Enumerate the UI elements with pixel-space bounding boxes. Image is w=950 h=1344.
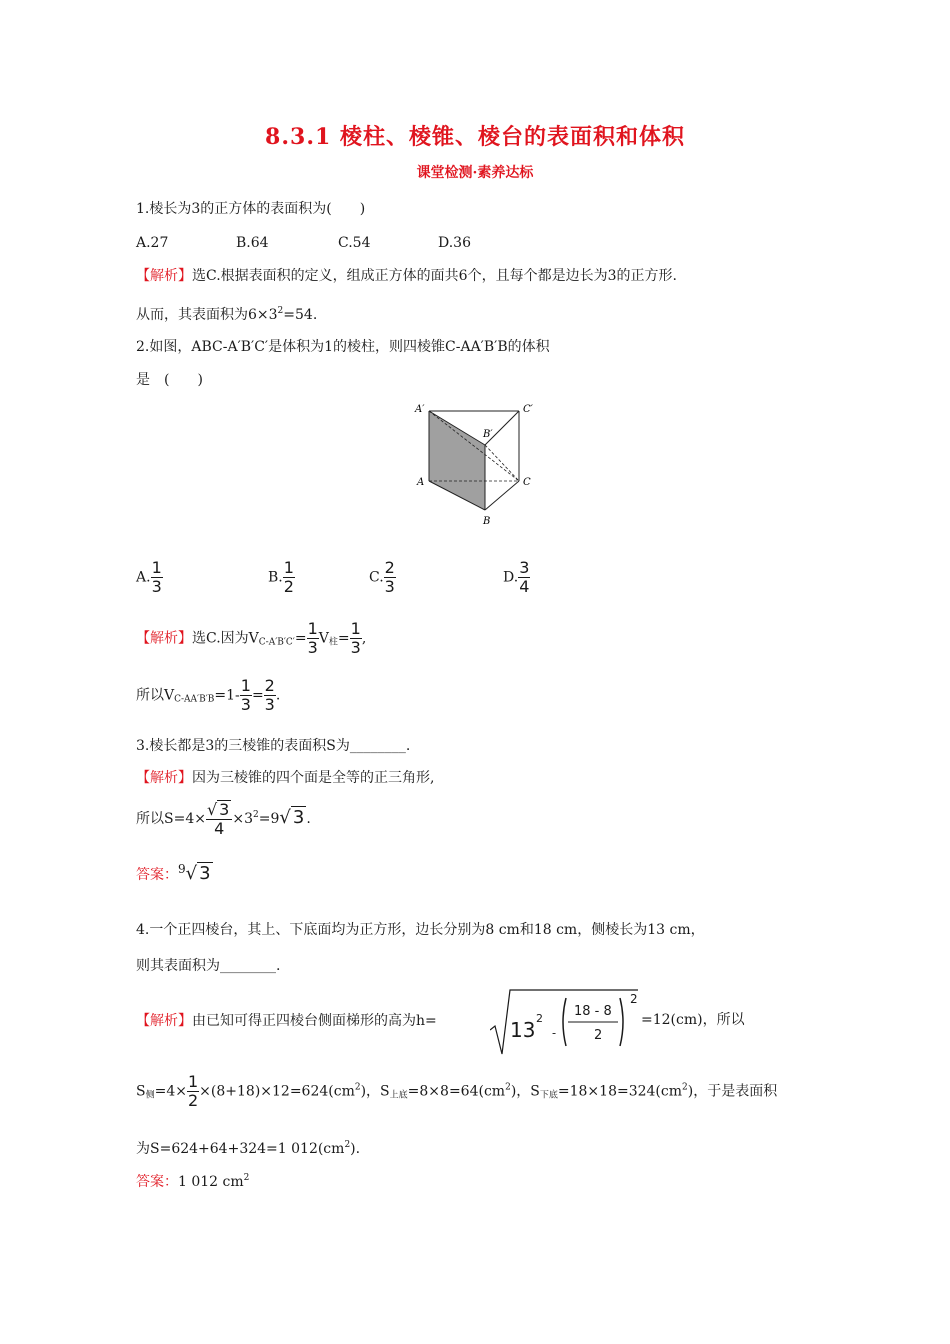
q2-option-b-num: 1 (283, 558, 294, 577)
q3-answer-coef: 9 (178, 862, 186, 876)
frac-num: 2 (264, 676, 275, 695)
q4-sol3-b: ). (350, 1141, 361, 1157)
sup-2: 2 (344, 1140, 351, 1150)
q2-option-d-den: 4 (519, 577, 530, 596)
radicand-square: 2 (630, 992, 638, 1006)
sup-2: 2 (354, 1082, 361, 1093)
q4-solution-line-2 (136, 1073, 777, 1110)
q1-option-c: C.54 (338, 235, 371, 251)
page-title: 8.3.1 棱柱、棱锥、棱台的表面积和体积 (265, 124, 685, 150)
frac-den: 2 (187, 1091, 199, 1110)
q2-solution-line-1 (136, 620, 366, 657)
sqrt-radicand: 3 (199, 863, 211, 884)
label-a1: A′ (415, 404, 425, 415)
q2-sol2-d: . (275, 687, 281, 704)
question-1-stem: 1.棱长为3的正方体的表面积为( ) (136, 201, 366, 217)
radicand-13-exp: 2 (536, 1012, 543, 1025)
q4-answer-sup: 2 (243, 1173, 250, 1183)
q3-answer (136, 862, 213, 884)
q3-solution-line-2 (136, 800, 311, 838)
q2-sol-a: 选C.因为V (192, 630, 259, 647)
q1-solution-text: 选C.根据表面积的定义，组成正方体的面共6个，且每个都是边长为3的正方形. (192, 268, 677, 284)
q2-option-d-num: 3 (519, 558, 530, 577)
label-b: B (483, 516, 491, 527)
sqrt-sign: √ (279, 807, 291, 828)
label-b1: B′ (483, 429, 493, 440)
q1-solution-line-1 (136, 266, 677, 286)
q3-sol2-c: =9 (258, 811, 280, 827)
frac-den: 3 (240, 695, 251, 714)
q3-sol-text: 因为三棱锥的四个面是全等的正三角形, (192, 770, 435, 786)
question-4-stem-line-2: 则其表面积为________. (136, 958, 281, 974)
q2-option-c-num: 2 (384, 558, 395, 577)
q2-option-d-prefix: D. (503, 569, 519, 586)
q4-sol2-h: )，于是表面积 (687, 1083, 778, 1100)
q4-sol2-b: =4× (154, 1083, 187, 1100)
frac-num: 1 (187, 1072, 199, 1091)
sqrt-sign: √ (185, 863, 198, 884)
question-4-stem-line-1: 4.一个正四棱台，其上、下底面均为正方形，边长分别为8 cm和18 cm，侧棱长为13 cm， (136, 922, 705, 938)
radicand-denominator: 2 (594, 1028, 603, 1043)
analysis-tag: 【解析】 (136, 1013, 192, 1029)
q4-solution-line-1 (136, 1010, 437, 1030)
q4-sol1-b: =12(cm)，所以 (641, 1012, 745, 1028)
q2-option-a-num: 1 (151, 558, 162, 577)
sup-2: 2 (505, 1082, 511, 1093)
frac-num: 1 (350, 619, 361, 638)
q2-sol-sub2: 柱 (328, 637, 338, 648)
q2-sol-e: , (361, 630, 367, 647)
sub-side: 侧 (145, 1090, 155, 1101)
frac-num: 1 (307, 619, 318, 638)
sub-top-base: 上底 (389, 1090, 408, 1101)
q2-sol2-a: 所以V (136, 687, 175, 704)
q1-option-b: B.64 (236, 235, 269, 251)
q4-sol2-f: )，S (510, 1083, 540, 1100)
radicand-minus: - (552, 1026, 557, 1040)
q1-solution-line-2 (136, 301, 317, 325)
q4-answer-value: 1 012 cm (178, 1174, 244, 1190)
sqrt-radicand: 3 (219, 800, 230, 819)
q2-sol-sub: C-A′B′C′ (258, 637, 295, 648)
q2-option-c-den: 3 (384, 577, 395, 596)
question-2-stem-line-2: 是 ( ) (136, 372, 203, 388)
q4-sol2-g: =18×18=324(cm (557, 1083, 683, 1100)
q3-sol2-sup: 2 (253, 810, 259, 820)
q2-option-b-prefix: B. (268, 569, 283, 586)
label-c: C (523, 477, 531, 488)
q2-option-a-den: 3 (151, 577, 162, 596)
frac-den: 3 (264, 695, 275, 714)
frac-den: 3 (307, 638, 318, 657)
analysis-tag: 【解析】 (136, 268, 192, 284)
page-subtitle: 课堂检测·素养达标 (416, 165, 534, 181)
q4-answer (136, 1168, 249, 1192)
q2-sol-c: V (318, 630, 329, 647)
sqrt-sign: √ (206, 800, 218, 819)
q3-sol2-b: ×3 (232, 811, 253, 827)
q2-option-b (268, 559, 295, 596)
question-3-stem: 3.棱长都是3的三棱锥的表面积S为________. (136, 738, 411, 754)
q4-sol2-d: )，S (360, 1083, 390, 1100)
q4-solution-line-3 (136, 1135, 360, 1159)
q2-option-d (503, 559, 530, 596)
q1-option-d: D.36 (438, 235, 471, 251)
q3-sol2-d: . (306, 811, 311, 827)
q3-solution-line-1 (136, 768, 434, 788)
label-a: A (417, 477, 425, 488)
label-c1: C′ (523, 404, 533, 415)
q4-sol2-e: =8×8=64(cm (407, 1083, 506, 1100)
q4-sol2-a: S (136, 1083, 146, 1100)
question-2-stem-line-1: 2.如图，ABC-A′B′C′是体积为1的棱柱，则四棱锥C-AA′B′B的体积 (136, 339, 550, 355)
q2-sol2-b: =1- (214, 687, 240, 704)
q2-option-b-den: 2 (283, 577, 294, 596)
sqrt-radicand: 3 (292, 807, 305, 828)
frac-num: 1 (240, 676, 251, 695)
q1-option-a: A.27 (136, 235, 169, 251)
analysis-tag: 【解析】 (136, 770, 192, 786)
q4-sol2-c: ×(8+18)×12=624(cm (199, 1083, 355, 1100)
frac-den: 4 (206, 819, 232, 838)
q2-option-a-prefix: A. (136, 569, 151, 586)
sup-2: 2 (682, 1082, 688, 1093)
q2-sol2-c: = (251, 687, 264, 704)
q2-option-c (369, 559, 396, 596)
radicand-13: 13 (510, 1018, 536, 1042)
q4-sol1-a: 由已知可得正四棱台侧面梯形的高为h= (192, 1013, 437, 1029)
q4-sol3-a: 为S=624+64+324=1 012(cm (136, 1141, 345, 1157)
prism-figure (405, 398, 545, 530)
q1-sol-text-a: 从而，其表面积为6×3 (136, 307, 278, 323)
q2-solution-line-2 (136, 677, 280, 714)
q2-option-a (136, 559, 163, 596)
q1-sol-text-b: =54. (283, 307, 318, 323)
q2-sol-d: = (337, 630, 350, 647)
answer-tag: 答案： (136, 867, 178, 883)
analysis-tag: 【解析】 (136, 630, 192, 647)
q2-sol2-sub: C-AA′B′B (174, 694, 215, 705)
sub-bottom-base: 下底 (539, 1090, 558, 1101)
frac-den: 3 (350, 638, 361, 657)
radicand-numerator: 18 - 8 (574, 1004, 612, 1019)
q3-sol2-a: 所以S=4× (136, 811, 206, 827)
q2-option-c-prefix: C. (369, 569, 384, 586)
q1-sol-sup: 2 (277, 306, 284, 316)
q2-sol-b: = (294, 630, 307, 647)
answer-tag: 答案： (136, 1174, 178, 1190)
